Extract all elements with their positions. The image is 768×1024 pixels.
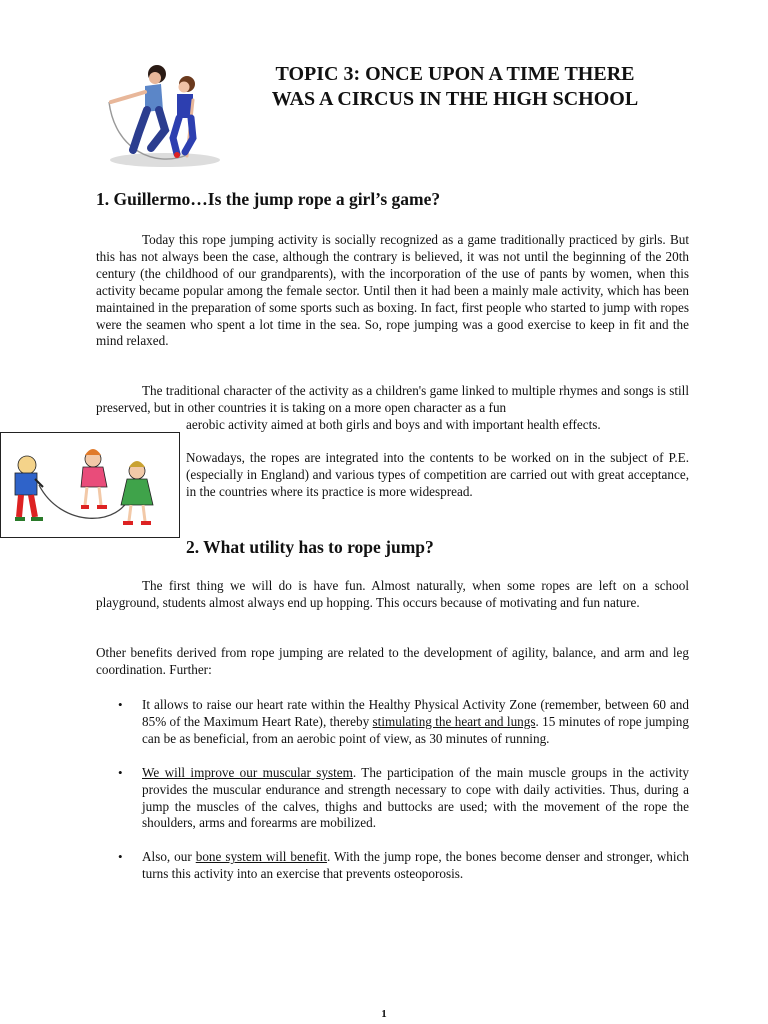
section-2-paragraph-2: Other benefits derived from rope jumping are related to the development of agility, balance, and arm and leg coordination. Further: — [96, 645, 689, 677]
list-item — [118, 849, 689, 883]
cartoon-kids-image — [0, 432, 180, 538]
title-line-1: TOPIC 3: ONCE UPON A TIME THERE — [275, 63, 635, 85]
list-item — [118, 697, 689, 748]
bullet-2-text: . The participation of the main muscle groups in the activity provides the muscular endurance and strength necessary to cope with daily activities. Thus, during a jump the muscles of the calves, thighs and buttocks are used; with the movement of the rope the shoulders, arms and forearms are mobilized. — [142, 764, 689, 831]
jumping-girls-illustration — [95, 60, 225, 170]
bullet-icon: • — [118, 764, 123, 780]
bullet-icon: • — [118, 697, 123, 712]
section-1-paragraph-2-continued: aerobic activity aimed at both girls and boys and with important health effects. — [186, 417, 601, 432]
list-item — [118, 764, 689, 833]
section-2-heading: 2. What utility has to rope jump? — [186, 537, 434, 557]
bullet-1-underlined: stimulating the heart and lungs — [372, 713, 536, 729]
section-1-paragraph-2: The traditional character of the activity as a children's game linked to multiple rhymes and songs is still preserved, but in other countries it is taking on a more open character as a fun — [96, 383, 689, 415]
section-1-heading: 1. Guillermo…Is the jump rope a girl’s game? — [96, 189, 441, 209]
page-title — [225, 62, 685, 112]
bullet-3-text-b: . With the jump rope, the bones become denser and stronger, which turns this activity into an exercise that prevents osteoporosis. — [142, 849, 689, 882]
bullet-2-underlined: We will improve our muscular system — [142, 764, 353, 780]
page-number: 1 — [381, 1008, 387, 1020]
benefits-list — [118, 697, 689, 900]
section-2-paragraph-1: The first thing we will do is have fun. Almost naturally, when some ropes are left on a school playground, students almost always end up hopping. This occurs because of motivating and fun nature. — [96, 578, 689, 610]
cartoon-kids-illustration — [1, 433, 179, 537]
section-1-paragraph-1: Today this rope jumping activity is socially recognized as a game traditionally practiced by girls. But this has not always been the case, although the contrary is believed, it was not until the beginning of the 20th century (the childhood of our grandparents), with the incorporation of the use of pants by women, when this activity became popular among the female sector. Until then it had been a mainly male activity, which has been maintained in the preparation of some sports such as boxing. In fact, first people who started to jump with ropes were the seamen who spent a lot time in the sea. So, rope jumping was a good exercise to keep in fit and the mind relaxed. — [96, 232, 689, 349]
title-line-2: WAS A CIRCUS IN THE HIGH SCHOOL — [271, 88, 639, 110]
bullet-icon: • — [118, 849, 123, 865]
bullet-3-underlined: bone system will benefit — [195, 849, 328, 865]
section-1-paragraph-3: Nowadays, the ropes are integrated into the contents to be worked on in the subject of P.E. (especially in England) and various types of competition are carried out with great acceptance, in the countries where its practice is more widespread. — [186, 450, 689, 499]
bullet-1-text-a: It allows to raise our heart rate within the Healthy Physical Activity Zone (remember, between 60 and 85% of the Maximum Heart Rate), thereby — [142, 697, 689, 729]
bullet-1-text-b: . 15 minutes of rope jumping can be as beneficial, from an aerobic point of view, as 30 minutes of running. — [142, 713, 689, 746]
bullet-3-text-a: Also, our — [142, 849, 196, 865]
